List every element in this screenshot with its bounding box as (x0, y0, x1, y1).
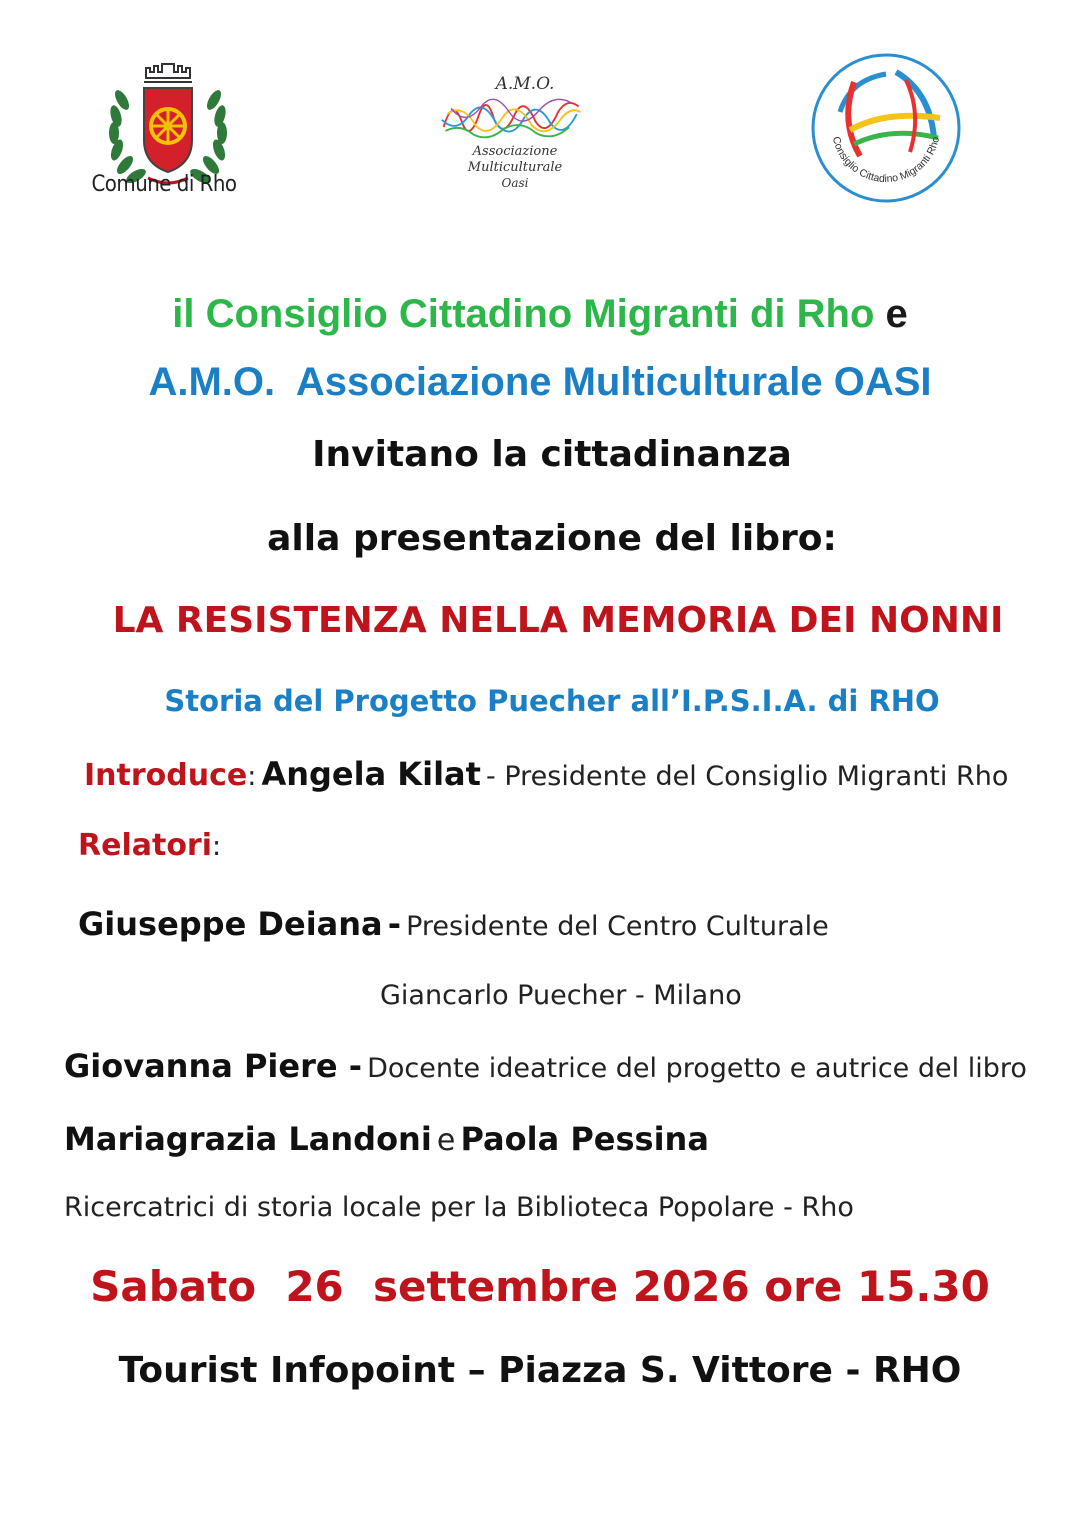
speaker-landoni-pessina-row (64, 1120, 709, 1158)
conjunction-e: e (885, 292, 908, 336)
speakers-label-row (78, 828, 221, 863)
amo-logo-line1: Associazione (472, 144, 558, 159)
amo-logo-title: A.M.O. (495, 74, 555, 94)
consiglio-name: il Consiglio Cittadino Migranti di Rho (172, 292, 875, 336)
intro-colon: : (247, 761, 257, 792)
speaker-deiana-role-continued: Giancarlo Puecher - Milano (380, 980, 742, 1011)
speakers-colon: : (212, 831, 222, 862)
presentation-line: alla presentazione del libro: (267, 518, 837, 559)
intro-role: - Presidente del Consiglio Migranti Rho (486, 761, 1009, 792)
speaker-deiana-role: Presidente del Centro Culturale (406, 911, 829, 942)
globe-logo-icon (810, 52, 962, 204)
intro-row (84, 755, 1008, 793)
researchers-role: Ricercatrici di storia locale per la Biblioteca Popolare - Rho (64, 1192, 854, 1223)
event-date: Sabato 26 settembre 2026 ore 15.30 (90, 1262, 990, 1311)
speaker-landoni-name: Mariagrazia Landoni (64, 1120, 432, 1158)
globe-logo-ring-text: Consiglio Cittadino Migranti Rho (829, 135, 943, 186)
speaker-deiana-name: Giuseppe Deiana (78, 905, 383, 943)
speaker-piere-name: Giovanna Piere - (64, 1047, 362, 1085)
organizer-line-1 (0, 292, 1080, 337)
amo-logo (430, 70, 590, 200)
book-subtitle: Storia del Progetto Puecher all’I.P.S.I.A. di RHO (164, 684, 940, 718)
intro-label: Introduce (84, 758, 248, 793)
speaker-piere-row (64, 1047, 1027, 1085)
speaker-deiana-row (78, 905, 829, 943)
comune-di-rho-label: Comune di Rho (91, 172, 237, 197)
speaker-piere-role: Docente ideatrice del progetto e autrice del libro (367, 1053, 1027, 1084)
speaker-pessina-name: Paola Pessina (460, 1120, 709, 1158)
invitation-line: Invitano la cittadinanza (312, 434, 792, 475)
intro-name: Angela Kilat (261, 755, 481, 793)
speaker-deiana-dash: - (387, 905, 401, 943)
speaker-conjunction: e (436, 1123, 456, 1158)
amo-logo-line2: Multiculturale (467, 160, 563, 175)
event-place: Tourist Infopoint – Piazza S. Vittore - RHO (118, 1350, 962, 1391)
speakers-label: Relatori (78, 828, 213, 863)
book-title: LA RESISTENZA NELLA MEMORIA DEI NONNI (112, 600, 1004, 641)
amo-logo-line3: Oasi (501, 176, 529, 190)
amo-logo-icon (438, 84, 588, 144)
organizer-line-2: A.M.O. Associazione Multiculturale OASI (148, 360, 932, 404)
